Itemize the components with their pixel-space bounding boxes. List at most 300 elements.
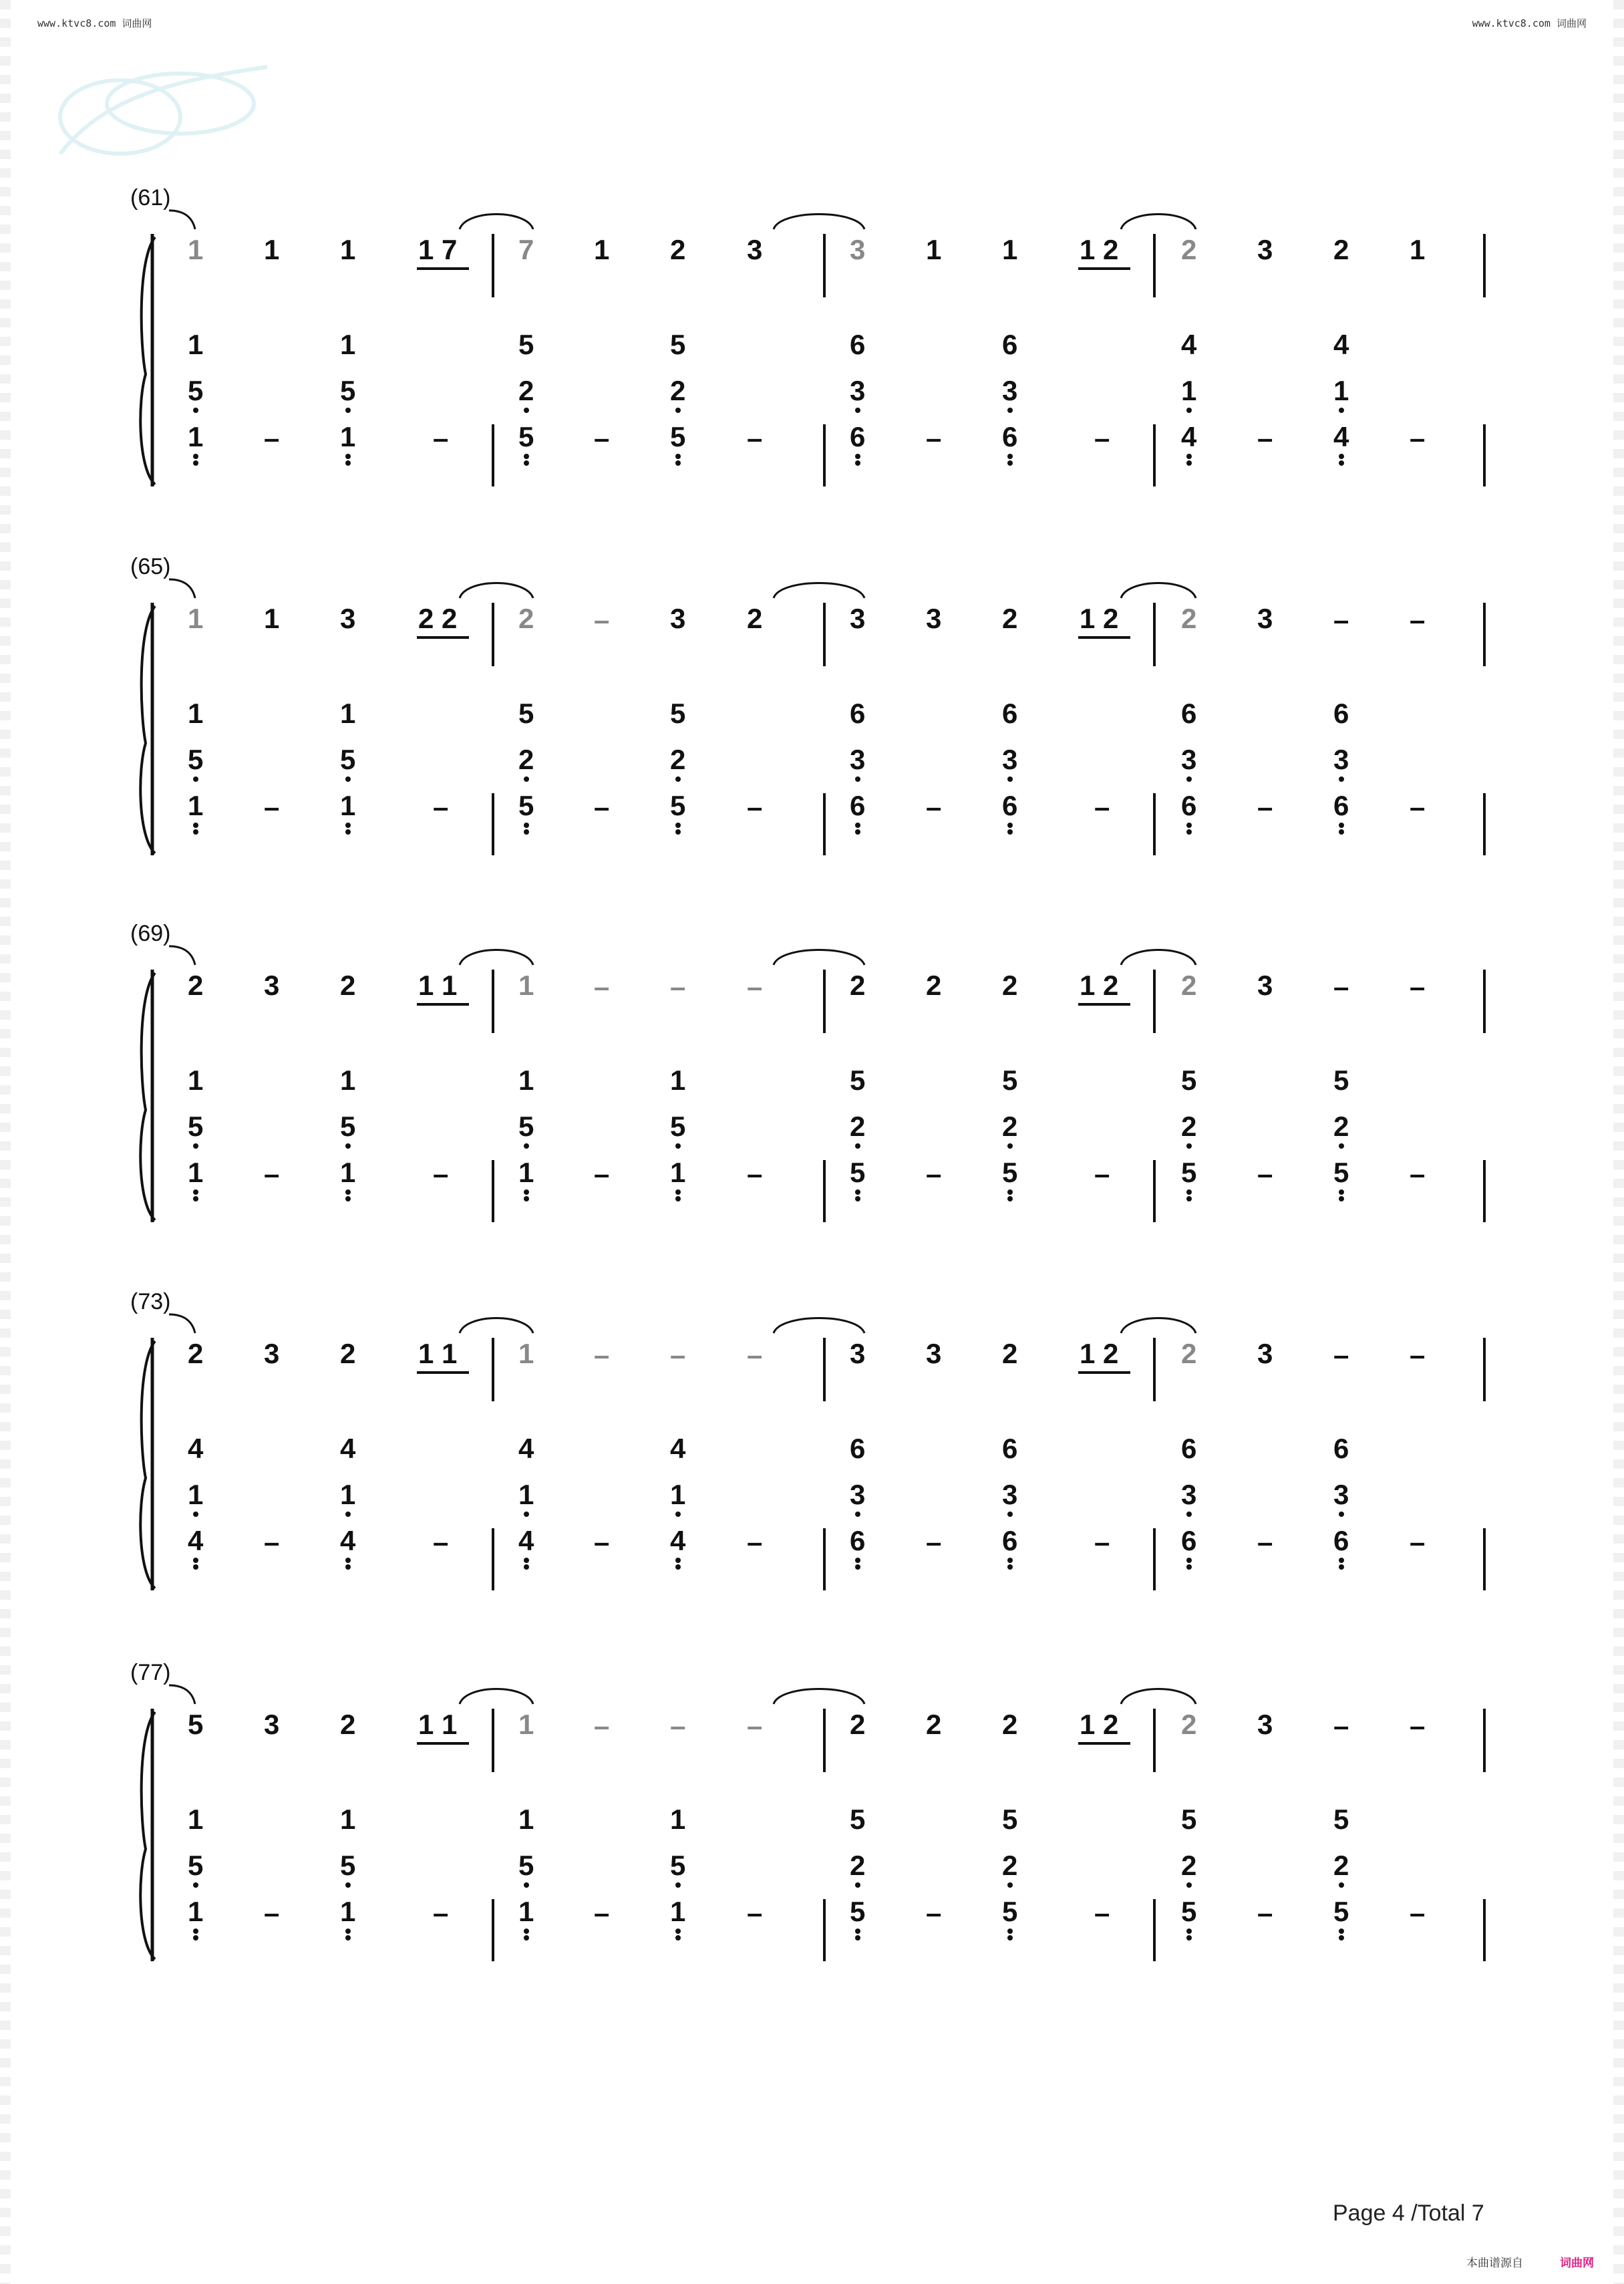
bass-sustain-dash: – [594,422,610,454]
tie-arc [460,1689,533,1705]
bass-sustain-dash: – [433,791,449,823]
bass-chord-note: 2 [1181,1850,1197,1881]
melody-eighth-pair: 1 1 [418,970,458,1001]
octave-dot [855,1189,860,1195]
melody-note: 1 [518,1709,534,1740]
octave-dot [193,1512,198,1517]
bass-sustain-dash: – [433,1526,449,1558]
melody-note: 3 [264,1338,280,1369]
sustain-dash: – [594,1710,610,1741]
bass-chord-note: 5 [340,744,356,775]
bass-chord-note: 5 [670,790,686,821]
bass-sustain-dash: – [433,422,449,454]
octave-dot [855,408,860,413]
octave-dot [1339,823,1344,828]
bass-chord-note: 4 [188,1525,204,1556]
bass-sustain-dash: – [1410,422,1426,454]
octave-dot [345,1882,351,1888]
bass-chord-note: 6 [1002,1433,1018,1464]
octave-dot [1186,823,1192,828]
bass-sustain-dash: – [1257,1158,1273,1189]
bass-sustain-dash: – [264,422,280,454]
octave-dot [675,1189,681,1195]
octave-dot [1339,1929,1344,1934]
bass-chord-note: 1 [188,790,204,821]
bass-chord-note: 1 [188,1896,204,1927]
bass-chord-note: 5 [1333,1896,1349,1927]
octave-dot [1186,454,1192,459]
bass-sustain-dash: – [1094,1526,1110,1558]
bass-chord-note: 3 [1002,375,1018,406]
bass-chord-note: 5 [1181,1804,1197,1835]
bass-chord-note: 1 [518,1064,534,1096]
bass-chord-note: 1 [340,329,356,360]
bass-chord-note: 3 [850,744,866,775]
sustain-dash: – [747,1710,763,1741]
bass-chord-note: 6 [1333,698,1349,729]
octave-dot [1339,1512,1344,1517]
bass-chord-note: 3 [850,1479,866,1510]
octave-dot [193,1935,198,1941]
tie-arc [1121,583,1196,599]
melody-eighth-pair: 1 2 [1080,603,1119,634]
melody-note: 2 [188,1338,204,1369]
bass-chord-note: 6 [850,790,866,821]
bass-chord-note: 5 [518,329,534,360]
measure-number: (65) [130,554,171,579]
bass-chord-note: 4 [670,1433,686,1464]
bass-chord-note: 6 [1333,790,1349,821]
melody-note: 2 [850,1709,866,1740]
sustain-dash: – [594,971,610,1002]
octave-dot [855,460,860,466]
bass-chord-note: 2 [1333,1111,1349,1142]
octave-dot [1339,1564,1344,1570]
melody-eighth-pair: 1 2 [1080,1338,1119,1369]
tie-arc [774,215,864,230]
bass-chord-note: 5 [1333,1157,1349,1188]
bass-chord-note: 6 [850,421,866,452]
melody-note: 2 [670,234,686,265]
octave-dot [193,454,198,459]
bass-sustain-dash: – [747,791,763,823]
octave-dot [855,1512,860,1517]
tie-stub [169,1685,195,1704]
tie-stub [169,579,195,598]
octave-dot [524,1196,529,1201]
bass-chord-note: 1 [670,1804,686,1835]
bass-chord-note: 5 [850,1896,866,1927]
melody-note: 1 [518,970,534,1001]
bass-chord-note: 5 [1002,1157,1018,1188]
octave-dot [524,829,529,835]
bass-chord-note: 2 [518,375,534,406]
bass-sustain-dash: – [926,1526,942,1558]
measure-number: (77) [130,1660,171,1685]
octave-dot [345,1512,351,1517]
melody-eighth-pair: 2 2 [418,603,458,634]
octave-dot [855,829,860,835]
octave-dot [675,1882,681,1888]
bass-sustain-dash: – [1410,791,1426,823]
melody-note: 2 [340,970,356,1001]
bass-chord-note: 5 [188,744,204,775]
bass-chord-note: 2 [1181,1111,1197,1142]
bass-chord-note: 1 [188,421,204,452]
bass-chord-note: 6 [1181,1433,1197,1464]
bass-chord-note: 6 [1002,329,1018,360]
octave-dot [345,1935,351,1941]
octave-dot [1186,1196,1192,1201]
octave-dot [1007,776,1013,782]
octave-dot [855,1558,860,1563]
octave-dot [855,1143,860,1149]
tie-stub [169,210,195,229]
bass-chord-note: 2 [670,744,686,775]
bass-chord-note: 6 [1333,1525,1349,1556]
bass-chord-note: 5 [340,375,356,406]
bass-chord-note: 4 [1181,421,1197,452]
sustain-dash: – [1333,604,1349,635]
octave-dot [1186,1189,1192,1195]
melody-note: 1 [594,234,610,265]
octave-dot [855,1564,860,1570]
melody-note: 2 [1181,1338,1197,1369]
sustain-dash: – [1410,1339,1426,1371]
melody-note: 3 [850,234,866,265]
bass-chord-note: 1 [670,1157,686,1188]
melody-note: 2 [340,1709,356,1740]
bass-chord-note: 5 [518,698,534,729]
bass-chord-note: 6 [1181,790,1197,821]
octave-dot [855,776,860,782]
melody-eighth-pair: 1 1 [418,1338,458,1369]
bass-chord-note: 1 [670,1064,686,1096]
bass-chord-note: 6 [850,329,866,360]
octave-dot [1339,1143,1344,1149]
octave-dot [1186,1143,1192,1149]
brand-label: 词曲网 [1560,2257,1594,2269]
melody-note: 3 [1257,1338,1273,1369]
bass-chord-note: 5 [670,698,686,729]
melody-note: 3 [264,1709,280,1740]
octave-dot [855,1929,860,1934]
bass-chord-note: 1 [340,421,356,452]
melody-note: 3 [1257,970,1273,1001]
bass-chord-note: 1 [518,1896,534,1927]
bass-chord-note: 4 [340,1433,356,1464]
bass-sustain-dash: – [747,422,763,454]
melody-note: 1 [188,603,204,634]
sustain-dash: – [670,1710,686,1741]
octave-dot [193,829,198,835]
octave-dot [193,1929,198,1934]
measure-number: (69) [130,921,171,946]
bass-chord-note: 2 [850,1850,866,1881]
bass-chord-note: 1 [1333,375,1349,406]
sustain-dash: – [1410,604,1426,635]
octave-dot [193,408,198,413]
melody-note: 2 [1181,970,1197,1001]
octave-dot [1186,1558,1192,1563]
octave-dot [675,1929,681,1934]
bass-chord-note: 2 [850,1111,866,1142]
measure-number: (73) [130,1289,171,1314]
octave-dot [1186,460,1192,466]
bass-chord-note: 3 [1333,1479,1349,1510]
octave-dot [1186,1929,1192,1934]
melody-note: 3 [850,603,866,634]
octave-dot [675,1512,681,1517]
sustain-dash: – [747,1339,763,1371]
octave-dot [524,1512,529,1517]
octave-dot [193,1558,198,1563]
octave-dot [1007,408,1013,413]
octave-dot [345,1929,351,1934]
octave-dot [345,1189,351,1195]
bass-chord-note: 5 [670,1850,686,1881]
bass-chord-note: 5 [518,421,534,452]
bass-sustain-dash: – [594,1526,610,1558]
melody-note: 2 [1181,603,1197,634]
octave-dot [345,1558,351,1563]
bass-sustain-dash: – [264,1526,280,1558]
octave-dot [193,1882,198,1888]
octave-dot [524,1564,529,1570]
bass-chord-note: 6 [850,1433,866,1464]
tie-stub [169,946,195,965]
bass-chord-note: 5 [340,1850,356,1881]
bass-chord-note: 1 [1181,375,1197,406]
bass-chord-note: 6 [1002,698,1018,729]
bass-chord-note: 6 [1002,790,1018,821]
bass-chord-note: 6 [1181,1525,1197,1556]
melody-note: 5 [188,1709,204,1740]
octave-dot [193,460,198,466]
octave-dot [1007,1564,1013,1570]
melody-note: 1 [264,234,280,265]
melody-note: 2 [1002,1338,1018,1369]
octave-dot [1339,460,1344,466]
octave-dot [524,776,529,782]
octave-dot [345,823,351,828]
bass-chord-note: 6 [1002,421,1018,452]
bass-chord-note: 2 [1002,1850,1018,1881]
bass-chord-note: 4 [518,1433,534,1464]
octave-dot [1007,823,1013,828]
octave-dot [345,829,351,835]
octave-dot [524,1143,529,1149]
bass-chord-note: 6 [850,1525,866,1556]
melody-note: 2 [1002,1709,1018,1740]
melody-note: 7 [518,234,534,265]
bass-chord-note: 3 [850,375,866,406]
melody-eighth-pair: 1 2 [1080,1709,1119,1740]
sustain-dash: – [1333,971,1349,1002]
bass-chord-note: 1 [518,1479,534,1510]
tie-arc [1121,1689,1196,1705]
bass-chord-note: 4 [518,1525,534,1556]
octave-dot [1186,1935,1192,1941]
octave-dot [675,1196,681,1201]
octave-dot [855,454,860,459]
octave-dot [855,1882,860,1888]
melody-note: 2 [188,970,204,1001]
octave-dot [345,454,351,459]
melody-note: 1 [518,1338,534,1369]
bass-sustain-dash: – [926,791,942,823]
bass-chord-note: 1 [188,698,204,729]
bass-sustain-dash: – [747,1526,763,1558]
bass-chord-note: 5 [1181,1157,1197,1188]
bass-chord-note: 5 [518,790,534,821]
bass-chord-note: 5 [670,1111,686,1142]
melody-note: 2 [1333,234,1349,265]
octave-dot [855,823,860,828]
melody-eighth-pair: 1 2 [1080,970,1119,1001]
bass-chord-note: 2 [1002,1111,1018,1142]
melody-eighth-pair: 1 2 [1080,234,1119,265]
bass-chord-note: 4 [670,1525,686,1556]
bass-chord-note: 2 [518,744,534,775]
bass-chord-note: 1 [340,1157,356,1188]
sustain-dash: – [1333,1710,1349,1741]
melody-note: 3 [340,603,356,634]
bass-chord-note: 1 [188,1804,204,1835]
tie-arc [1121,215,1196,230]
octave-dot [524,1882,529,1888]
tie-arc [460,215,533,230]
octave-dot [1007,454,1013,459]
bass-sustain-dash: – [264,791,280,823]
octave-dot [1339,1935,1344,1941]
header-left-site: www.ktvc8.com 词曲网 [37,17,152,29]
octave-dot [524,1189,529,1195]
tie-arc [460,583,533,599]
octave-dot [855,1196,860,1201]
bass-sustain-dash: – [926,1158,942,1189]
melody-note: 2 [747,603,763,634]
octave-dot [1186,1512,1192,1517]
octave-dot [345,1564,351,1570]
tie-arc [1121,1318,1196,1334]
octave-dot [524,454,529,459]
octave-dot [1186,1882,1192,1888]
melody-note: 2 [1181,234,1197,265]
bass-chord-note: 3 [1333,744,1349,775]
melody-note: 3 [264,970,280,1001]
melody-note: 2 [518,603,534,634]
bass-chord-note: 4 [340,1525,356,1556]
melody-note: 2 [850,970,866,1001]
bass-sustain-dash: – [264,1158,280,1189]
octave-dot [1007,1882,1013,1888]
octave-dot [193,1564,198,1570]
bass-chord-note: 5 [340,1111,356,1142]
bass-sustain-dash: – [747,1158,763,1189]
tie-arc [1121,950,1196,966]
octave-dot [1007,1558,1013,1563]
octave-dot [1007,1196,1013,1201]
bass-chord-note: 5 [1181,1896,1197,1927]
octave-dot [1339,829,1344,835]
bass-sustain-dash: – [433,1897,449,1929]
octave-dot [1339,1882,1344,1888]
source-label: 本曲谱源自 [1466,2257,1523,2269]
melody-note: 2 [1002,603,1018,634]
octave-dot [1007,829,1013,835]
octave-dot [1186,1564,1192,1570]
bass-sustain-dash: – [1094,1158,1110,1189]
octave-dot [524,823,529,828]
bass-chord-note: 1 [340,790,356,821]
octave-dot [1339,776,1344,782]
bass-chord-note: 6 [850,698,866,729]
octave-dot [524,1558,529,1563]
tie-arc [460,950,533,966]
bass-sustain-dash: – [594,791,610,823]
sustain-dash: – [1410,971,1426,1002]
octave-dot [1339,1189,1344,1195]
bass-chord-note: 4 [1181,329,1197,360]
bass-chord-note: 1 [188,329,204,360]
bass-chord-note: 1 [340,1896,356,1927]
tie-arc [774,1318,864,1334]
tie-stub [169,1314,195,1333]
bass-sustain-dash: – [1257,422,1273,454]
sustain-dash: – [747,971,763,1002]
octave-dot [675,1143,681,1149]
octave-dot [524,408,529,413]
octave-dot [675,460,681,466]
octave-dot [1007,1189,1013,1195]
octave-dot [1007,1929,1013,1934]
octave-dot [675,823,681,828]
bass-chord-note: 5 [188,1111,204,1142]
octave-dot [345,1143,351,1149]
page-indicator: Page 4 /Total 7 [1333,2200,1484,2226]
melody-note: 1 [264,603,280,634]
melody-note: 3 [850,1338,866,1369]
sustain-dash: – [1333,1339,1349,1371]
octave-dot [1339,1196,1344,1201]
melody-note: 3 [1257,234,1273,265]
bass-chord-note: 5 [850,1157,866,1188]
octave-dot [1007,1512,1013,1517]
bass-sustain-dash: – [594,1897,610,1929]
bass-sustain-dash: – [1257,1526,1273,1558]
bass-sustain-dash: – [1257,1897,1273,1929]
octave-dot [1339,454,1344,459]
bass-sustain-dash: – [1094,1897,1110,1929]
melody-note: 1 [1410,234,1426,265]
melody-note: 2 [926,1709,942,1740]
tie-arc [774,1689,864,1705]
melody-note: 1 [340,234,356,265]
sustain-dash: – [670,1339,686,1371]
tie-arc [774,950,864,966]
bass-chord-note: 1 [340,698,356,729]
bass-chord-note: 1 [188,1479,204,1510]
bass-chord-note: 5 [518,1111,534,1142]
melody-note: 3 [1257,603,1273,634]
bass-chord-note: 5 [850,1804,866,1835]
tie-arc [774,583,864,599]
octave-dot [1186,408,1192,413]
melody-eighth-pair: 1 1 [418,1709,458,1740]
bass-chord-note: 1 [340,1804,356,1835]
melody-note: 3 [747,234,763,265]
